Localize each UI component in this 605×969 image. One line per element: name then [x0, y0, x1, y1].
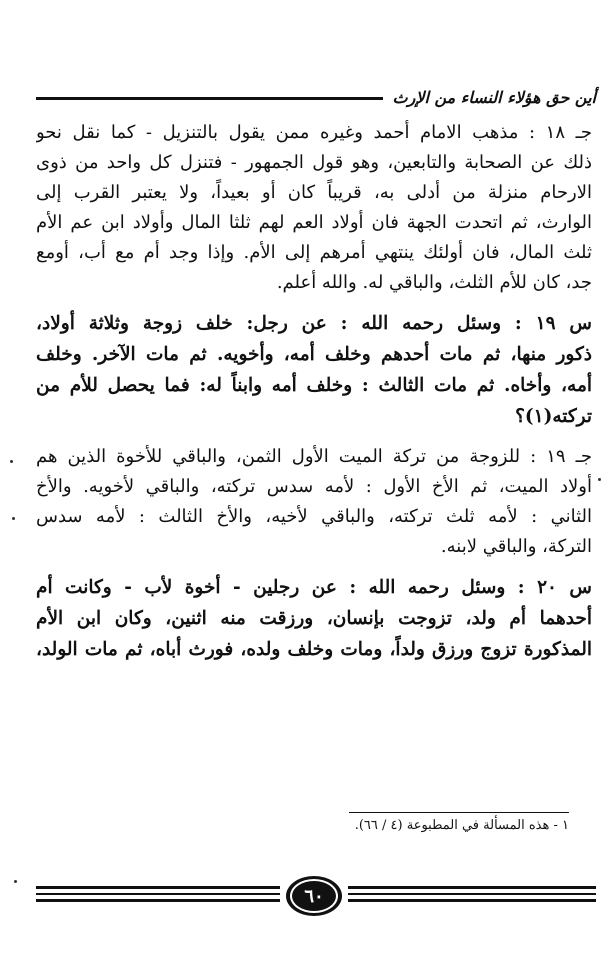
text-line: أمه، وأخاه. ثم مات الثالث : وخلف أمه وابناً له: فما يحصل للأم من — [36, 375, 592, 396]
footer-ornament — [36, 872, 596, 920]
running-title: أين حق هؤلاء النساء من الإرث — [392, 88, 596, 107]
page-body — [36, 118, 592, 675]
scan-speck — [12, 517, 15, 520]
page-number: ٦٠ — [304, 885, 324, 907]
text-line: س ٢٠ : وسئل رحمه الله : عن رجلين - أخوة لأب - وكانت أم — [36, 577, 592, 598]
scan-speck — [598, 478, 601, 481]
scan-speck — [14, 880, 17, 883]
text-line: جـ ١٩ : للزوجة من تركة الميت الأول الثمن، والباقي للأخوة الذين هم — [36, 446, 592, 467]
text-line: ذكور منها، ثم مات أحدهم وخلف أمه، وأخويه. ثم مات الآخر. وخلف — [36, 344, 592, 365]
footer-rule-right-low — [348, 899, 596, 902]
text-line: أولاد الميت، ثم الأخ الأول : لأمه سدس تركته، والباقي لأخويه. والأخ — [36, 476, 592, 497]
running-header — [36, 74, 596, 108]
footer-rule-right-mid — [348, 893, 596, 895]
text-line: تركته(١)؟ — [515, 406, 592, 427]
text-line: المذكورة تزوج ورزق ولداً، ومات وخلف ولده، فورث أباه، ثم مات الولد، — [36, 639, 592, 660]
footer-rule-left-mid — [36, 893, 280, 895]
question-19 — [36, 308, 592, 432]
text-line: أحدهما أم ولد، تزوجت بإنسان، ورزقت منه اثنين، وكان ابن الأم — [36, 608, 592, 629]
text-line: س ١٩ : وسئل رحمه الله : عن رجل: خلف زوجة وثلاثة أولاد، — [36, 313, 592, 334]
footer-rule-left — [36, 886, 280, 889]
scan-speck — [10, 460, 13, 463]
text-line: ذلك عن الصحابة والتابعين، وهو قول الجمهور - فتنزل كل واحد من ذوى — [36, 152, 592, 173]
text-line: الوارث، ثم اتحدت الجهة فان أولاد العم لهم ثلثا المال وأولاد ابن عم الأم — [36, 212, 592, 233]
text-line: جد، كان للأم الثلث، والباقي له. والله أعلم. — [276, 272, 592, 293]
question-20 — [36, 572, 592, 665]
text-line: ثلث المال، فان أولئك ينتهي أمرهم إلى الأم. وإذا وجد أم مع أب، أومع — [36, 242, 592, 263]
page-number-badge — [286, 876, 342, 916]
footnote-rule — [349, 812, 569, 813]
text-line: التركة، والباقي لابنه. — [440, 536, 592, 557]
footer-rule-right — [348, 886, 596, 889]
answer-19 — [36, 442, 592, 562]
text-line: الارحام منزلة من أدلى به، قريباً كان أو بعيداً، ولا يعتبر القرب إلى — [36, 182, 592, 203]
footnote: ١ - هذه المسألة في المطبوعة (٤ / ٦٦). — [354, 818, 569, 833]
text-line: جـ ١٨ : مذهب الامام أحمد وغيره ممن يقول بالتنزيل - كما نقل نحو — [36, 122, 592, 143]
answer-18 — [36, 118, 592, 298]
header-rule — [36, 97, 383, 100]
text-line: الثاني : لأمه ثلث تركته، والباقي لأخيه، والأخ الثالث : لأمه سدس — [36, 506, 592, 527]
footer-rule-left-low — [36, 899, 280, 902]
